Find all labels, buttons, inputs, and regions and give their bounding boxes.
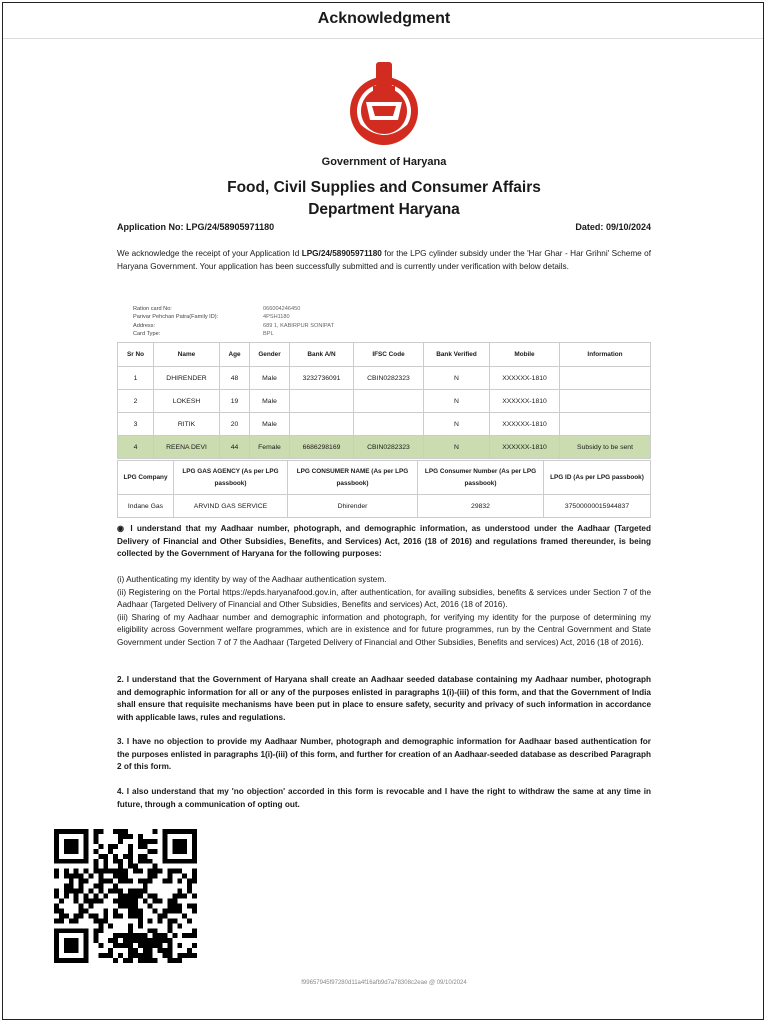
intro-text-1: We acknowledge the receipt of your Application Id [117, 249, 302, 258]
consent-paragraph-4: 4. I also understand that my 'no objection' accorded in this form is revocable and I have the right to withdraw the same at any time in future, through a communication of opting out. [117, 787, 651, 809]
table-row: 2 LOKESH 19 Male N XXXXXX-1810 [118, 390, 651, 413]
column-header: LPG ID (As per LPG passbook) [544, 461, 651, 495]
column-header: Bank A/N [290, 343, 354, 367]
qr-code-icon [54, 829, 197, 963]
intro-paragraph [117, 248, 651, 273]
column-header: Information [560, 343, 651, 367]
table-row: 1 DHIRENDER 48 Male 3232736091 CBIN0282323 N XXXXXX-1810 [118, 367, 651, 390]
consent-paragraph-1: ◉ I understand that my Aadhaar number, photograph, and demographic information, as understood under the Aadhaar (Targeted Delivery of Financial and Other Subsidies, Benefits, and Services) Act, 2016 (18 of 2016) and regulations framed thereunder, is being collected by the Government of Haryana for the following purposes: [117, 524, 651, 559]
application-label: Application No: [117, 222, 184, 232]
footer-hash: f99657945f97280d11a4f16afb9d7a78308c2eae @ 09/10/2024 [301, 980, 467, 986]
table-row: 3 RITIK 20 Male N XXXXXX-1810 [118, 413, 651, 436]
info-row: Parivar Pehchan Patra(Family ID): 4PSH1180 [133, 314, 290, 321]
government-name: Government of Haryana [321, 156, 447, 168]
column-header: Bank Verified [424, 343, 490, 367]
column-header: LPG CONSUMER NAME (As per LPG passbook) [288, 461, 418, 495]
info-row: Card Type: BPL [133, 331, 274, 338]
dated-value: 09/10/2024 [605, 222, 651, 232]
members-table [117, 342, 651, 459]
lpg-table [117, 460, 651, 518]
intro-text-2: for the LPG cylinder subsidy under the 'Har Ghar - Har Grihni' Scheme of Haryana Government. Your application has been successfully submitted and is currently under verification with below details. [117, 249, 651, 271]
column-header: Mobile [490, 343, 560, 367]
intro-app-id: LPG/24/58905971180 [301, 249, 382, 258]
consent-purposes [117, 574, 651, 650]
column-header: Gender [250, 343, 290, 367]
page-title: Acknowledgment [317, 10, 451, 27]
info-row: Address: 689 1, KABIRPUR SONIPAT [133, 322, 334, 329]
purpose-iii: (iii) Sharing of my Aadhaar number and demographic information and photograph, for verifying my identity for the purpose of determining my eligibility across Government welfare programmes, which are in existence and for future programmes, run by the Central Government and State Government under Section 7 of 7 the Aadhaar (Targeted Delivery of Financial and Other Subsidies, Benefits and services) Act, 2016 (18 of 2016). [117, 612, 651, 647]
column-header: IFSC Code [354, 343, 424, 367]
column-header: Name [154, 343, 220, 367]
column-header: LPG Consumer Number (As per LPG passbook) [418, 461, 544, 495]
department-line-1: Food, Civil Supplies and Consumer Affairs [227, 179, 541, 196]
department-line-2: Department Haryana [308, 201, 460, 218]
column-header: Sr No [118, 343, 154, 367]
title-divider [3, 38, 763, 39]
department-name [0, 177, 768, 221]
dated-label: Dated: [575, 222, 604, 232]
consent-paragraph-2: 2. I understand that the Government of Haryana shall create an Aadhaar seeded database containing my Aadhaar number, photograph and demographic information for all or any of the purposes enlisted in paragraphs 1(i)-(iii) of this form, and that the Government of India shall ensure that requisite mechanisms have been put in place to ensure safety, security and privacy of such information in accordance with applicable laws, rules and regulations. [117, 675, 651, 722]
info-row: Ration card No: 066004246450 [133, 306, 301, 312]
table-row: Indane Gas ARVIND GAS SERVICE Dhirender 29832 37500000015944837 [118, 495, 651, 518]
table-row-highlighted: 4 REENA DEVI 44 Female 6686298169 CBIN0282323 N XXXXXX-1810 Subsidy to be sent [118, 436, 651, 459]
consent-paragraph-3: 3. I have no objection to provide my Aadhaar Number, photograph and demographic information for Aadhaar based authentication for the purposes enlisted in paragraphs 1(i)-(iii) of this form, and further for creation of an Aadhaar-seeded database as described Paragraph 2 of this form. [117, 737, 651, 772]
purpose-i: (i) Authenticating my identity by way of the Aadhaar authentication system. [117, 575, 387, 584]
table-header-row [118, 461, 651, 495]
column-header: LPG Company [118, 461, 174, 495]
application-value: LPG/24/58905971180 [186, 222, 275, 232]
consent-radio[interactable]: ◉ [117, 524, 127, 533]
purpose-ii: (ii) Registering on the Portal https://epds.haryanafood.gov.in, after authentication, for availing subsidies, benefits & services under Section 7 of the Aadhaar (Targeted Delivery of Financial and Other Subsidies, Benefits and services) Act, 2016 (18 of 2016). [117, 587, 651, 610]
application-date [575, 222, 651, 232]
haryana-emblem-icon [346, 58, 422, 148]
column-header: LPG GAS AGENCY (As per LPG passbook) [174, 461, 288, 495]
family-info [133, 305, 334, 339]
application-number [117, 222, 274, 232]
column-header: Age [220, 343, 250, 367]
table-header-row [118, 343, 651, 367]
